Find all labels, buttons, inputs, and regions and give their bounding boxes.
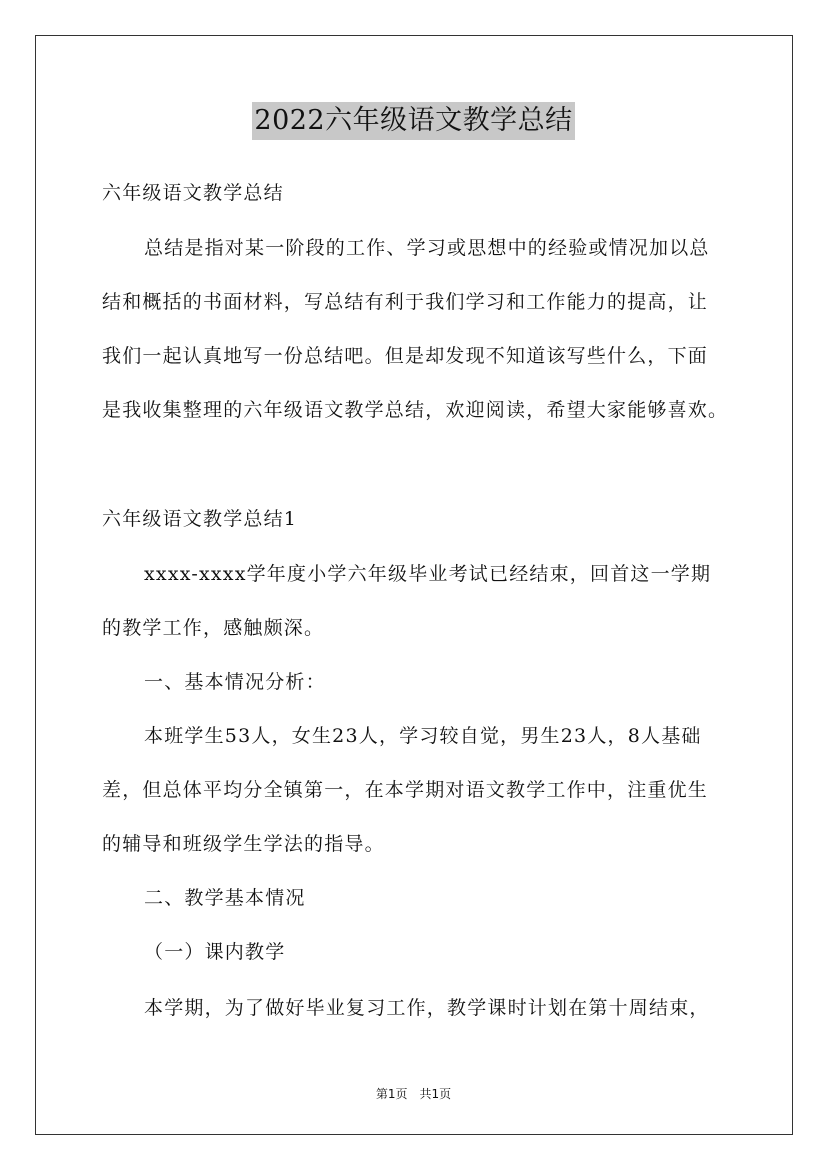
paragraph-line: 总结是指对某一阶段的工作、学习或思想中的经验或情况加以总 [144, 237, 710, 259]
page-number: 第1页 [375, 1087, 408, 1101]
paragraph-line: 是我收集整理的六年级语文教学总结，欢迎阅读，希望大家能够喜欢。 [102, 399, 729, 421]
paragraph-line: 的辅导和班级学生学法的指导。 [102, 833, 385, 855]
paragraph-line: 我们一起认真地写一份总结吧。但是却发现不知道该写些什么，下面 [102, 345, 709, 367]
title-container [0, 102, 827, 140]
page-footer [0, 1086, 827, 1102]
subheading-classroom-teaching: （一）课内教学 [144, 941, 286, 963]
section-heading-1: 六年级语文教学总结1 [102, 508, 298, 530]
page-total: 共1页 [419, 1087, 452, 1101]
section-heading-intro: 六年级语文教学总结 [102, 182, 284, 204]
paragraph-line: 结和概括的书面材料，写总结有利于我们学习和工作能力的提高，让 [102, 291, 709, 313]
subheading-teaching-situation: 二、教学基本情况 [144, 887, 306, 909]
paragraph-line: 的教学工作，感触颇深。 [102, 617, 325, 639]
document-title: 2022六年级语文教学总结 [252, 102, 574, 140]
paragraph-line: xxxx-xxxx学年度小学六年级毕业考试已经结束，回首这一学期 [144, 563, 712, 585]
paragraph-line: 差，但总体平均分全镇第一，在本学期对语文教学工作中，注重优生 [102, 779, 709, 801]
paragraph-line: 本学期，为了做好毕业复习工作，教学课时计划在第十周结束， [144, 997, 710, 1019]
subheading-basic-analysis: 一、基本情况分析： [144, 671, 326, 693]
paragraph-line: 本班学生53人，女生23人，学习较自觉，男生23人，8人基础 [144, 725, 702, 747]
